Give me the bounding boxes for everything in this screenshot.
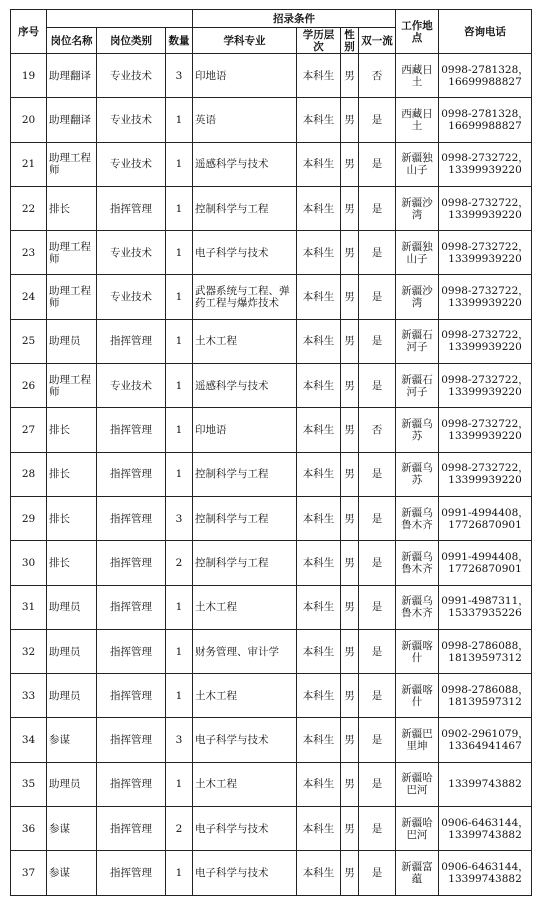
row-post-type: 指挥管理 <box>97 718 166 762</box>
row-gender: 男 <box>341 674 359 718</box>
row-double-first: 是 <box>359 541 396 585</box>
row-location: 新疆乌鲁木齐 <box>396 585 439 629</box>
row-post-name: 助理员 <box>47 674 97 718</box>
row-count: 1 <box>166 762 193 806</box>
row-post-name: 排长 <box>47 408 97 452</box>
row-seq: 34 <box>11 718 47 762</box>
table-row <box>11 807 532 851</box>
row-post-name: 助理工程师 <box>47 231 97 275</box>
header-conditions: 招录条件 <box>193 10 396 28</box>
table-row <box>11 851 532 895</box>
row-major: 遥感科学与技术 <box>193 142 297 186</box>
row-seq: 25 <box>11 319 47 363</box>
row-count: 1 <box>166 231 193 275</box>
row-education: 本科生 <box>297 142 341 186</box>
row-seq: 31 <box>11 585 47 629</box>
row-post-type: 指挥管理 <box>97 319 166 363</box>
row-major: 控制科学与工程 <box>193 541 297 585</box>
row-education: 本科生 <box>297 364 341 408</box>
row-count: 1 <box>166 851 193 895</box>
row-double-first: 否 <box>359 54 396 98</box>
row-education: 本科生 <box>297 186 341 230</box>
row-double-first: 是 <box>359 851 396 895</box>
row-location: 新疆哈巴河 <box>396 807 439 851</box>
table-row <box>11 319 532 363</box>
row-double-first: 是 <box>359 807 396 851</box>
table-row <box>11 629 532 673</box>
row-major: 电子科学与技术 <box>193 231 297 275</box>
row-gender: 男 <box>341 452 359 496</box>
row-phone: 0998-2732722，13399939220 <box>439 275 532 319</box>
header-gender: 性别 <box>341 28 359 54</box>
row-post-name: 助理工程师 <box>47 275 97 319</box>
row-seq: 21 <box>11 142 47 186</box>
row-post-name: 助理工程师 <box>47 142 97 186</box>
row-post-name: 助理员 <box>47 629 97 673</box>
row-education: 本科生 <box>297 496 341 540</box>
row-seq: 23 <box>11 231 47 275</box>
row-major: 武器系统与工程、弹药工程与爆炸技术 <box>193 275 297 319</box>
row-location: 新疆巴里坤 <box>396 718 439 762</box>
row-double-first: 是 <box>359 629 396 673</box>
row-phone: 0998-2786088，18139597312 <box>439 674 532 718</box>
row-gender: 男 <box>341 364 359 408</box>
row-phone: 0991-4987311，15337935226 <box>439 585 532 629</box>
row-double-first: 是 <box>359 275 396 319</box>
row-post-name: 参谋 <box>47 807 97 851</box>
row-post-type: 专业技术 <box>97 275 166 319</box>
row-major: 控制科学与工程 <box>193 496 297 540</box>
row-post-type: 专业技术 <box>97 364 166 408</box>
row-double-first: 是 <box>359 186 396 230</box>
row-phone: 0998-2732722，13399939220 <box>439 142 532 186</box>
row-location: 新疆乌苏 <box>396 452 439 496</box>
row-seq: 28 <box>11 452 47 496</box>
row-gender: 男 <box>341 807 359 851</box>
row-education: 本科生 <box>297 541 341 585</box>
row-seq: 22 <box>11 186 47 230</box>
row-seq: 30 <box>11 541 47 585</box>
row-location: 新疆乌苏 <box>396 408 439 452</box>
row-phone: 0906-6463144，13399743882 <box>439 807 532 851</box>
row-count: 1 <box>166 142 193 186</box>
row-location: 西藏日土 <box>396 98 439 142</box>
row-phone: 0998-2732722，13399939220 <box>439 452 532 496</box>
row-gender: 男 <box>341 231 359 275</box>
row-post-name: 排长 <box>47 186 97 230</box>
row-post-type: 指挥管理 <box>97 496 166 540</box>
row-seq: 24 <box>11 275 47 319</box>
row-count: 1 <box>166 319 193 363</box>
row-gender: 男 <box>341 54 359 98</box>
row-seq: 32 <box>11 629 47 673</box>
row-phone: 0998-2781328，16699988827 <box>439 54 532 98</box>
header-post-name: 岗位名称 <box>47 28 97 54</box>
row-location: 新疆哈巴河 <box>396 762 439 806</box>
row-major: 控制科学与工程 <box>193 452 297 496</box>
row-post-type: 专业技术 <box>97 54 166 98</box>
row-phone: 13399743882 <box>439 762 532 806</box>
row-post-name: 参谋 <box>47 851 97 895</box>
row-education: 本科生 <box>297 452 341 496</box>
row-major: 土木工程 <box>193 762 297 806</box>
row-post-type: 专业技术 <box>97 142 166 186</box>
row-major: 土木工程 <box>193 319 297 363</box>
row-education: 本科生 <box>297 674 341 718</box>
header-seq: 序号 <box>11 10 47 54</box>
row-count: 3 <box>166 54 193 98</box>
row-double-first: 是 <box>359 364 396 408</box>
row-education: 本科生 <box>297 851 341 895</box>
row-location: 新疆乌鲁木齐 <box>396 496 439 540</box>
row-double-first: 是 <box>359 231 396 275</box>
row-seq: 20 <box>11 98 47 142</box>
table-row <box>11 452 532 496</box>
row-location: 新疆石河子 <box>396 319 439 363</box>
row-double-first: 是 <box>359 585 396 629</box>
row-major: 印地语 <box>193 54 297 98</box>
table-row <box>11 585 532 629</box>
row-post-name: 排长 <box>47 496 97 540</box>
row-count: 3 <box>166 718 193 762</box>
table-body <box>11 54 532 896</box>
row-major: 土木工程 <box>193 585 297 629</box>
header-blank <box>47 10 193 28</box>
row-education: 本科生 <box>297 231 341 275</box>
table-row <box>11 186 532 230</box>
row-phone: 0991-4994408，17726870901 <box>439 496 532 540</box>
row-post-name: 助理翻译 <box>47 98 97 142</box>
row-major: 英语 <box>193 98 297 142</box>
row-education: 本科生 <box>297 629 341 673</box>
row-gender: 男 <box>341 98 359 142</box>
header-phone: 咨询电话 <box>439 10 532 54</box>
row-double-first: 是 <box>359 319 396 363</box>
row-post-type: 指挥管理 <box>97 851 166 895</box>
row-count: 2 <box>166 807 193 851</box>
row-double-first: 否 <box>359 408 396 452</box>
table-row <box>11 496 532 540</box>
row-education: 本科生 <box>297 408 341 452</box>
row-post-type: 专业技术 <box>97 98 166 142</box>
row-education: 本科生 <box>297 807 341 851</box>
row-post-name: 助理工程师 <box>47 364 97 408</box>
row-location: 西藏日土 <box>396 54 439 98</box>
table-row <box>11 142 532 186</box>
table-row <box>11 98 532 142</box>
row-phone: 0998-2732722，13399939220 <box>439 186 532 230</box>
row-education: 本科生 <box>297 319 341 363</box>
row-gender: 男 <box>341 851 359 895</box>
row-count: 1 <box>166 674 193 718</box>
row-post-type: 专业技术 <box>97 231 166 275</box>
row-post-type: 指挥管理 <box>97 807 166 851</box>
row-double-first: 是 <box>359 142 396 186</box>
row-post-type: 指挥管理 <box>97 674 166 718</box>
row-seq: 37 <box>11 851 47 895</box>
row-major: 遥感科学与技术 <box>193 364 297 408</box>
row-double-first: 是 <box>359 762 396 806</box>
row-phone: 0902-2961079，13364941467 <box>439 718 532 762</box>
row-count: 1 <box>166 364 193 408</box>
row-count: 3 <box>166 496 193 540</box>
table-row <box>11 54 532 98</box>
header-post-type: 岗位类别 <box>97 28 166 54</box>
row-phone: 0998-2781328，16699988827 <box>439 98 532 142</box>
row-seq: 27 <box>11 408 47 452</box>
table-row <box>11 408 532 452</box>
row-count: 1 <box>166 186 193 230</box>
row-post-type: 指挥管理 <box>97 408 166 452</box>
row-gender: 男 <box>341 541 359 585</box>
row-count: 1 <box>166 98 193 142</box>
table-row <box>11 762 532 806</box>
row-gender: 男 <box>341 275 359 319</box>
row-count: 2 <box>166 541 193 585</box>
header-location: 工作地点 <box>396 10 439 54</box>
row-major: 电子科学与技术 <box>193 851 297 895</box>
row-seq: 29 <box>11 496 47 540</box>
row-post-name: 助理员 <box>47 319 97 363</box>
row-location: 新疆独山子 <box>396 142 439 186</box>
row-location: 新疆喀什 <box>396 629 439 673</box>
row-major: 控制科学与工程 <box>193 186 297 230</box>
row-major: 财务管理、审计学 <box>193 629 297 673</box>
table-row <box>11 364 532 408</box>
recruitment-table <box>10 9 532 896</box>
row-seq: 36 <box>11 807 47 851</box>
table-row <box>11 231 532 275</box>
table-row <box>11 541 532 585</box>
row-gender: 男 <box>341 408 359 452</box>
row-phone: 0998-2732722，13399939220 <box>439 231 532 275</box>
row-gender: 男 <box>341 142 359 186</box>
row-count: 1 <box>166 585 193 629</box>
row-gender: 男 <box>341 319 359 363</box>
row-post-type: 指挥管理 <box>97 186 166 230</box>
row-gender: 男 <box>341 496 359 540</box>
row-phone: 0998-2732722，13399939220 <box>439 408 532 452</box>
row-phone: 0991-4994408，17726870901 <box>439 541 532 585</box>
row-gender: 男 <box>341 186 359 230</box>
row-phone: 0906-6463144，13399743882 <box>439 851 532 895</box>
row-major: 印地语 <box>193 408 297 452</box>
row-location: 新疆石河子 <box>396 364 439 408</box>
row-phone: 0998-2786088，18139597312 <box>439 629 532 673</box>
row-post-name: 参谋 <box>47 718 97 762</box>
row-education: 本科生 <box>297 718 341 762</box>
row-phone: 0998-2732722，13399939220 <box>439 319 532 363</box>
row-education: 本科生 <box>297 98 341 142</box>
row-double-first: 是 <box>359 496 396 540</box>
header-education: 学历层次 <box>297 28 341 54</box>
row-double-first: 是 <box>359 98 396 142</box>
row-education: 本科生 <box>297 54 341 98</box>
table-row <box>11 718 532 762</box>
row-education: 本科生 <box>297 762 341 806</box>
row-post-type: 指挥管理 <box>97 585 166 629</box>
header-count: 数量 <box>166 28 193 54</box>
row-post-type: 指挥管理 <box>97 541 166 585</box>
row-double-first: 是 <box>359 674 396 718</box>
row-double-first: 是 <box>359 452 396 496</box>
row-gender: 男 <box>341 762 359 806</box>
header-double-first: 双一流 <box>359 28 396 54</box>
row-gender: 男 <box>341 629 359 673</box>
row-seq: 26 <box>11 364 47 408</box>
row-count: 1 <box>166 452 193 496</box>
row-location: 新疆沙湾 <box>396 275 439 319</box>
row-count: 1 <box>166 275 193 319</box>
row-gender: 男 <box>341 718 359 762</box>
row-post-type: 指挥管理 <box>97 762 166 806</box>
table-row <box>11 275 532 319</box>
row-post-name: 排长 <box>47 452 97 496</box>
row-location: 新疆富蕴 <box>396 851 439 895</box>
row-post-type: 指挥管理 <box>97 452 166 496</box>
row-seq: 19 <box>11 54 47 98</box>
row-count: 1 <box>166 408 193 452</box>
row-location: 新疆独山子 <box>396 231 439 275</box>
row-post-type: 指挥管理 <box>97 629 166 673</box>
row-post-name: 助理翻译 <box>47 54 97 98</box>
row-post-name: 助理员 <box>47 762 97 806</box>
row-phone: 0998-2732722，13399939220 <box>439 364 532 408</box>
row-double-first: 是 <box>359 718 396 762</box>
row-education: 本科生 <box>297 275 341 319</box>
row-gender: 男 <box>341 585 359 629</box>
row-location: 新疆喀什 <box>396 674 439 718</box>
row-education: 本科生 <box>297 585 341 629</box>
row-post-name: 助理员 <box>47 585 97 629</box>
row-location: 新疆沙湾 <box>396 186 439 230</box>
table-row <box>11 674 532 718</box>
row-location: 新疆乌鲁木齐 <box>396 541 439 585</box>
row-seq: 33 <box>11 674 47 718</box>
row-major: 电子科学与技术 <box>193 807 297 851</box>
row-post-name: 排长 <box>47 541 97 585</box>
header-major: 学科专业 <box>193 28 297 54</box>
row-seq: 35 <box>11 762 47 806</box>
row-major: 土木工程 <box>193 674 297 718</box>
row-count: 1 <box>166 629 193 673</box>
row-major: 电子科学与技术 <box>193 718 297 762</box>
